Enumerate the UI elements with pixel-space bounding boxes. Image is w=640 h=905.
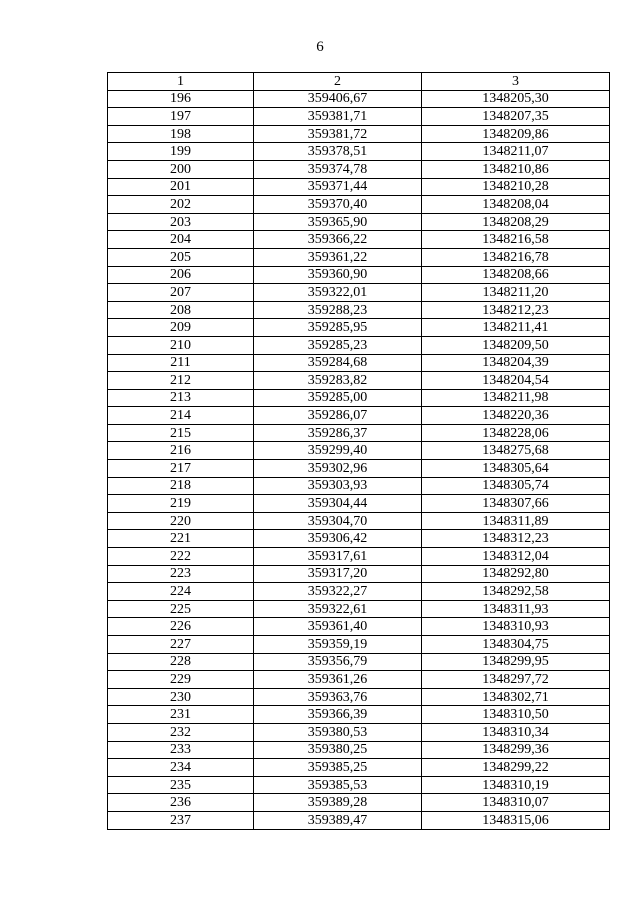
x-coordinate-cell: 359378,51 (254, 143, 422, 161)
x-coordinate-cell: 359286,37 (254, 424, 422, 442)
x-coordinate-cell: 359322,27 (254, 583, 422, 601)
point-number-cell: 236 (108, 794, 254, 812)
point-number-cell: 196 (108, 90, 254, 108)
x-coordinate-cell: 359361,26 (254, 671, 422, 689)
table-row (108, 653, 610, 671)
point-number-cell: 215 (108, 424, 254, 442)
x-coordinate-cell: 359385,53 (254, 776, 422, 794)
table-row (108, 143, 610, 161)
y-coordinate-cell: 1348310,07 (422, 794, 610, 812)
y-coordinate-cell: 1348228,06 (422, 424, 610, 442)
point-number-cell: 209 (108, 319, 254, 337)
point-number-cell: 231 (108, 706, 254, 724)
point-number-cell: 208 (108, 301, 254, 319)
x-coordinate-cell: 359285,23 (254, 336, 422, 354)
point-number-cell: 230 (108, 688, 254, 706)
table-row (108, 688, 610, 706)
y-coordinate-cell: 1348304,75 (422, 636, 610, 654)
point-number-cell: 235 (108, 776, 254, 794)
x-coordinate-cell: 359361,40 (254, 618, 422, 636)
point-number-cell: 237 (108, 811, 254, 829)
y-coordinate-cell: 1348310,93 (422, 618, 610, 636)
table-row (108, 336, 610, 354)
x-coordinate-cell: 359317,61 (254, 548, 422, 566)
point-number-cell: 232 (108, 723, 254, 741)
table-row (108, 460, 610, 478)
table-row (108, 477, 610, 495)
y-coordinate-cell: 1348307,66 (422, 495, 610, 513)
x-coordinate-cell: 359366,22 (254, 231, 422, 249)
point-number-cell: 202 (108, 196, 254, 214)
point-number-cell: 212 (108, 372, 254, 390)
table-row (108, 671, 610, 689)
x-coordinate-cell: 359286,07 (254, 407, 422, 425)
y-coordinate-cell: 1348204,39 (422, 354, 610, 372)
y-coordinate-cell: 1348311,93 (422, 600, 610, 618)
coordinates-table (107, 72, 610, 830)
table-row (108, 354, 610, 372)
table-row (108, 196, 610, 214)
y-coordinate-cell: 1348207,35 (422, 108, 610, 126)
x-coordinate-cell: 359288,23 (254, 301, 422, 319)
table-row (108, 178, 610, 196)
point-number-cell: 233 (108, 741, 254, 759)
table-row (108, 618, 610, 636)
y-coordinate-cell: 1348216,78 (422, 248, 610, 266)
table-row (108, 213, 610, 231)
table-row (108, 548, 610, 566)
table-row (108, 794, 610, 812)
y-coordinate-cell: 1348292,58 (422, 583, 610, 601)
table-row (108, 741, 610, 759)
point-number-cell: 198 (108, 125, 254, 143)
x-coordinate-cell: 359389,28 (254, 794, 422, 812)
table-row (108, 424, 610, 442)
y-coordinate-cell: 1348305,64 (422, 460, 610, 478)
table-row (108, 407, 610, 425)
point-number-cell: 225 (108, 600, 254, 618)
y-coordinate-cell: 1348302,71 (422, 688, 610, 706)
y-coordinate-cell: 1348315,06 (422, 811, 610, 829)
x-coordinate-cell: 359371,44 (254, 178, 422, 196)
x-coordinate-cell: 359374,78 (254, 160, 422, 178)
x-coordinate-cell: 359322,01 (254, 284, 422, 302)
x-coordinate-cell: 359381,71 (254, 108, 422, 126)
table-row (108, 759, 610, 777)
table-row (108, 90, 610, 108)
header-row (108, 73, 610, 91)
y-coordinate-cell: 1348210,28 (422, 178, 610, 196)
x-coordinate-cell: 359360,90 (254, 266, 422, 284)
x-coordinate-cell: 359356,79 (254, 653, 422, 671)
point-number-cell: 228 (108, 653, 254, 671)
header-cell-2: 2 (254, 73, 422, 91)
header-cell-1: 1 (108, 73, 254, 91)
y-coordinate-cell: 1348204,54 (422, 372, 610, 390)
x-coordinate-cell: 359363,76 (254, 688, 422, 706)
x-coordinate-cell: 359361,22 (254, 248, 422, 266)
x-coordinate-cell: 359380,53 (254, 723, 422, 741)
table-row (108, 600, 610, 618)
table-row (108, 389, 610, 407)
table-row (108, 512, 610, 530)
point-number-cell: 222 (108, 548, 254, 566)
y-coordinate-cell: 1348205,30 (422, 90, 610, 108)
y-coordinate-cell: 1348211,41 (422, 319, 610, 337)
x-coordinate-cell: 359285,95 (254, 319, 422, 337)
point-number-cell: 214 (108, 407, 254, 425)
y-coordinate-cell: 1348311,89 (422, 512, 610, 530)
x-coordinate-cell: 359365,90 (254, 213, 422, 231)
point-number-cell: 229 (108, 671, 254, 689)
point-number-cell: 206 (108, 266, 254, 284)
x-coordinate-cell: 359299,40 (254, 442, 422, 460)
table-row (108, 706, 610, 724)
table-row (108, 495, 610, 513)
x-coordinate-cell: 359304,70 (254, 512, 422, 530)
x-coordinate-cell: 359370,40 (254, 196, 422, 214)
y-coordinate-cell: 1348275,68 (422, 442, 610, 460)
table-row (108, 301, 610, 319)
y-coordinate-cell: 1348299,22 (422, 759, 610, 777)
table-row (108, 565, 610, 583)
table-row (108, 284, 610, 302)
point-number-cell: 203 (108, 213, 254, 231)
table-row (108, 266, 610, 284)
y-coordinate-cell: 1348208,04 (422, 196, 610, 214)
table-row (108, 442, 610, 460)
table-row (108, 160, 610, 178)
point-number-cell: 221 (108, 530, 254, 548)
point-number-cell: 213 (108, 389, 254, 407)
y-coordinate-cell: 1348212,23 (422, 301, 610, 319)
page-number: 6 (316, 39, 324, 55)
x-coordinate-cell: 359366,39 (254, 706, 422, 724)
x-coordinate-cell: 359302,96 (254, 460, 422, 478)
x-coordinate-cell: 359380,25 (254, 741, 422, 759)
point-number-cell: 205 (108, 248, 254, 266)
point-number-cell: 227 (108, 636, 254, 654)
table-row (108, 319, 610, 337)
y-coordinate-cell: 1348208,66 (422, 266, 610, 284)
x-coordinate-cell: 359306,42 (254, 530, 422, 548)
point-number-cell: 216 (108, 442, 254, 460)
y-coordinate-cell: 1348208,29 (422, 213, 610, 231)
point-number-cell: 211 (108, 354, 254, 372)
y-coordinate-cell: 1348210,86 (422, 160, 610, 178)
point-number-cell: 226 (108, 618, 254, 636)
point-number-cell: 204 (108, 231, 254, 249)
x-coordinate-cell: 359406,67 (254, 90, 422, 108)
x-coordinate-cell: 359385,25 (254, 759, 422, 777)
table-row (108, 723, 610, 741)
table-row (108, 125, 610, 143)
table-header (108, 73, 610, 91)
y-coordinate-cell: 1348305,74 (422, 477, 610, 495)
point-number-cell: 210 (108, 336, 254, 354)
x-coordinate-cell: 359359,19 (254, 636, 422, 654)
point-number-cell: 199 (108, 143, 254, 161)
point-number-cell: 223 (108, 565, 254, 583)
y-coordinate-cell: 1348216,58 (422, 231, 610, 249)
table-row (108, 248, 610, 266)
table-row (108, 231, 610, 249)
table-row (108, 811, 610, 829)
x-coordinate-cell: 359285,00 (254, 389, 422, 407)
point-number-cell: 220 (108, 512, 254, 530)
point-number-cell: 201 (108, 178, 254, 196)
y-coordinate-cell: 1348299,95 (422, 653, 610, 671)
x-coordinate-cell: 359284,68 (254, 354, 422, 372)
point-number-cell: 234 (108, 759, 254, 777)
x-coordinate-cell: 359303,93 (254, 477, 422, 495)
header-cell-3: 3 (422, 73, 610, 91)
x-coordinate-cell: 359283,82 (254, 372, 422, 390)
y-coordinate-cell: 1348310,50 (422, 706, 610, 724)
point-number-cell: 197 (108, 108, 254, 126)
table-row (108, 108, 610, 126)
y-coordinate-cell: 1348310,34 (422, 723, 610, 741)
table-row (108, 583, 610, 601)
point-number-cell: 224 (108, 583, 254, 601)
x-coordinate-cell: 359317,20 (254, 565, 422, 583)
table-row (108, 636, 610, 654)
x-coordinate-cell: 359322,61 (254, 600, 422, 618)
table-row (108, 372, 610, 390)
y-coordinate-cell: 1348310,19 (422, 776, 610, 794)
y-coordinate-cell: 1348312,23 (422, 530, 610, 548)
y-coordinate-cell: 1348211,98 (422, 389, 610, 407)
y-coordinate-cell: 1348312,04 (422, 548, 610, 566)
x-coordinate-cell: 359304,44 (254, 495, 422, 513)
point-number-cell: 217 (108, 460, 254, 478)
table-row (108, 776, 610, 794)
y-coordinate-cell: 1348220,36 (422, 407, 610, 425)
point-number-cell: 207 (108, 284, 254, 302)
table-row (108, 530, 610, 548)
y-coordinate-cell: 1348299,36 (422, 741, 610, 759)
point-number-cell: 219 (108, 495, 254, 513)
y-coordinate-cell: 1348211,20 (422, 284, 610, 302)
y-coordinate-cell: 1348292,80 (422, 565, 610, 583)
x-coordinate-cell: 359381,72 (254, 125, 422, 143)
y-coordinate-cell: 1348209,86 (422, 125, 610, 143)
x-coordinate-cell: 359389,47 (254, 811, 422, 829)
y-coordinate-cell: 1348297,72 (422, 671, 610, 689)
point-number-cell: 218 (108, 477, 254, 495)
y-coordinate-cell: 1348211,07 (422, 143, 610, 161)
point-number-cell: 200 (108, 160, 254, 178)
table-body (108, 90, 610, 829)
y-coordinate-cell: 1348209,50 (422, 336, 610, 354)
